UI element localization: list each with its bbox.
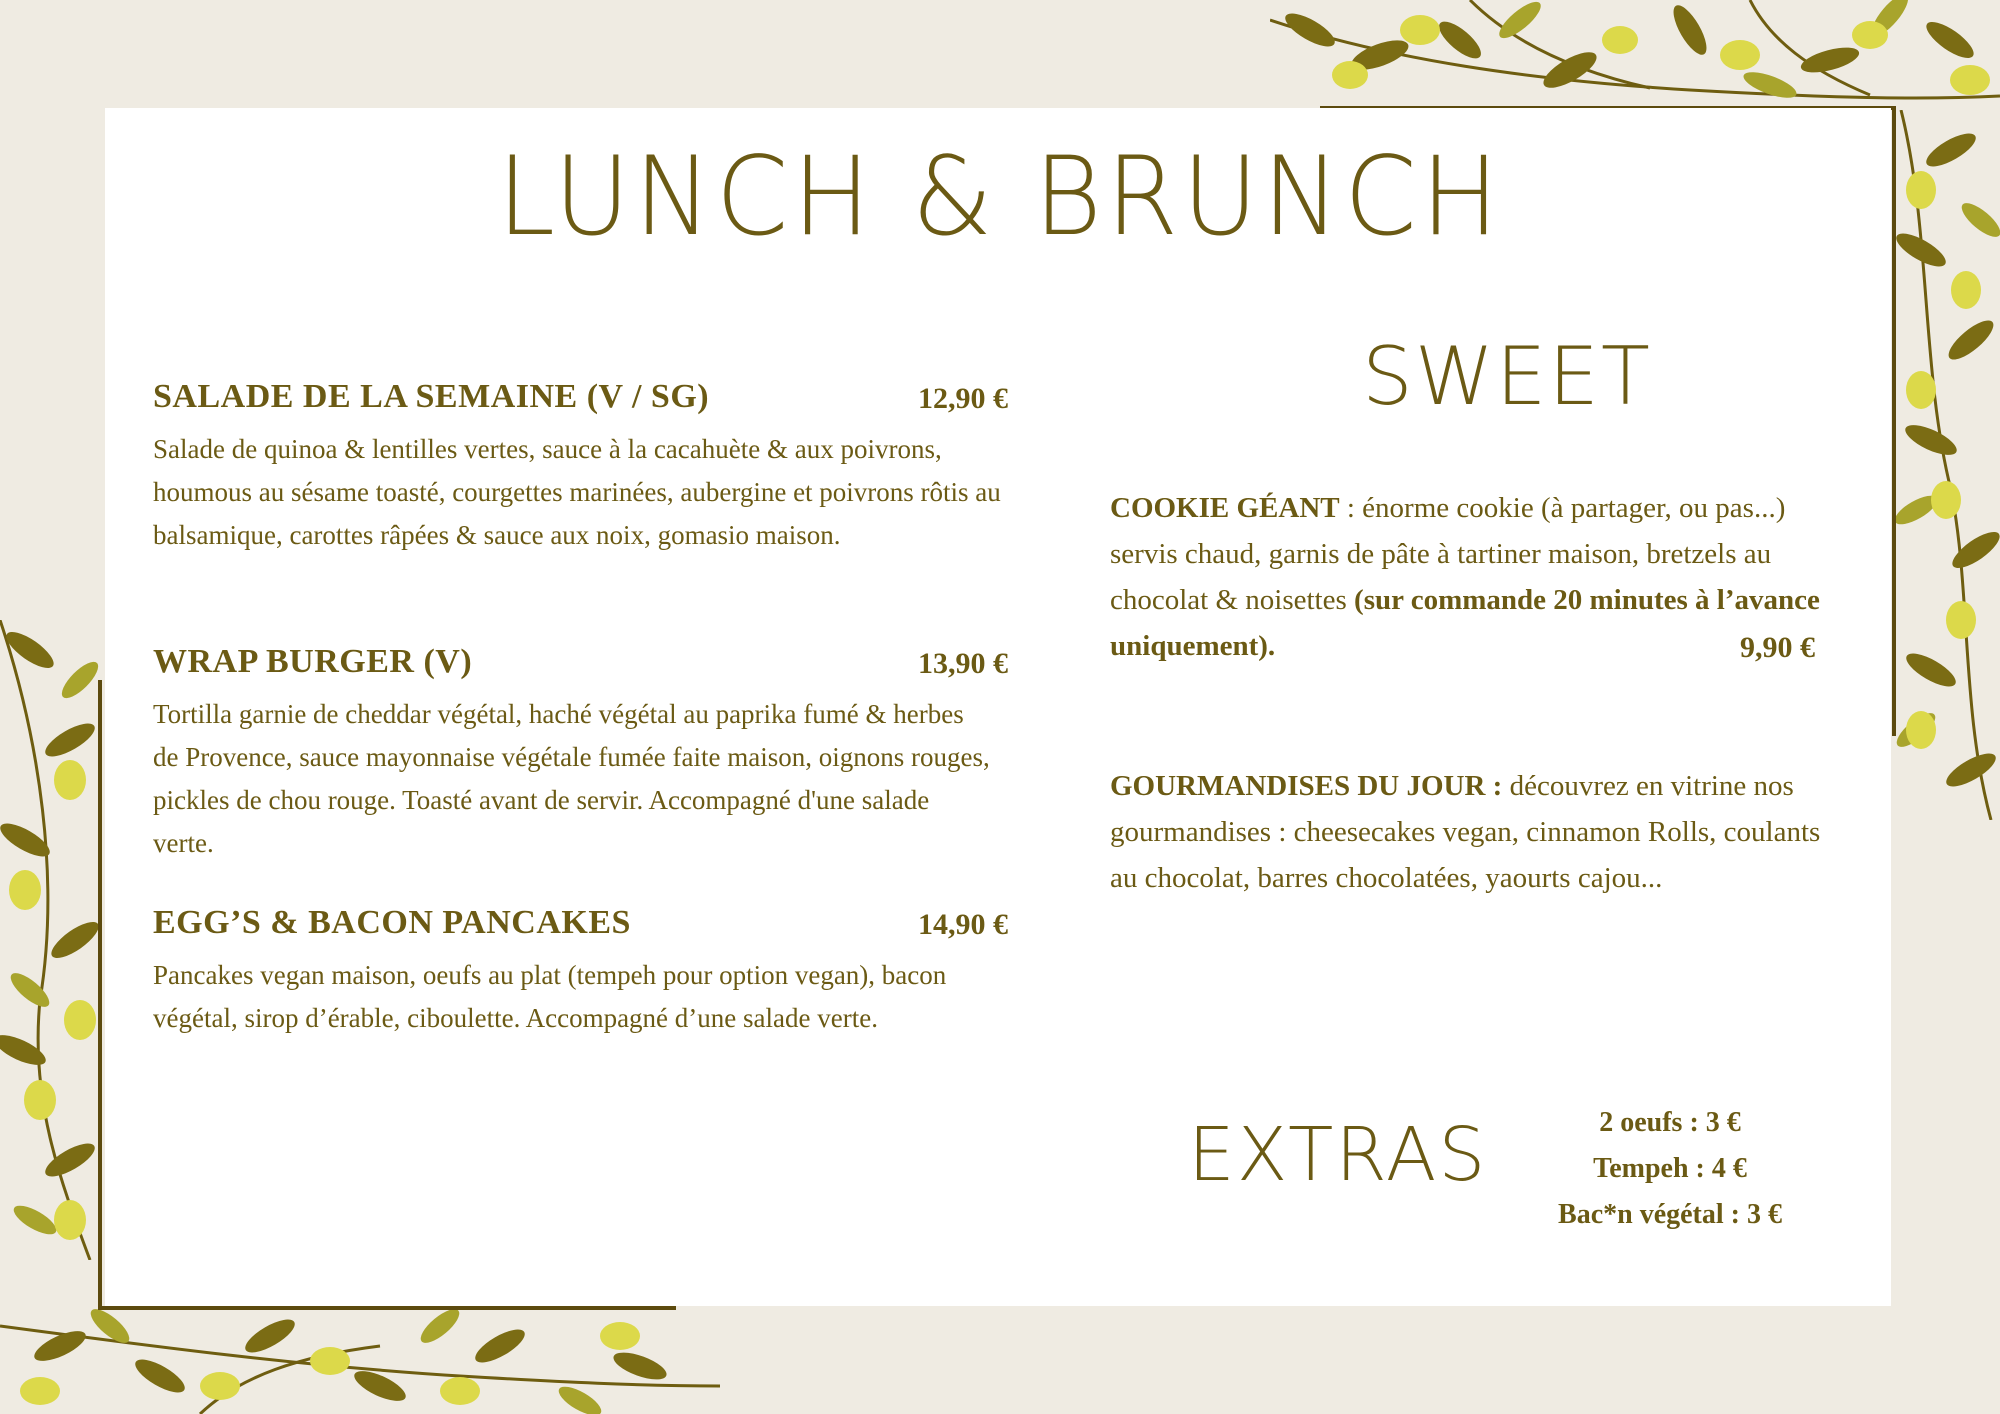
- sweet-heading: SWEET: [1362, 330, 1652, 423]
- olive-branch-bottom-left: [0, 1306, 720, 1414]
- extra-item-oeufs: 2 oeufs : 3 €: [1599, 1107, 1741, 1138]
- olive-branch-top-right: [1270, 0, 2000, 110]
- item-name: EGG’S & BACON PANCAKES: [153, 904, 631, 941]
- extra-item-tempeh: Tempeh : 4 €: [1593, 1153, 1747, 1184]
- item-price: 13,90 €: [918, 647, 1008, 680]
- cookie-price: 9,90 €: [1740, 631, 1815, 664]
- cookie-description: : énorme cookie (à partager, ou pas...) servis chaud, garnis de pâte à tartiner maison, bretzels au chocolat & noisettes: [1110, 492, 1786, 616]
- frame-line-bottom-left: [98, 1306, 676, 1310]
- gourmandises-description: découvrez en vitrine nos gourmandises : cheesecakes vegan, cinnamon Rolls, coulants au chocolat, barres chocolatées, yaourts cajou...: [1110, 770, 1821, 894]
- item-description: Tortilla garnie de cheddar végétal, haché végétal au paprika fumé & herbes de Provence, sauce mayonnaise végétale fumée faite maison, oignons rouges, pickles de chou rouge. Toasté avant de servir. Accompagné d'une salade verte.: [153, 699, 990, 858]
- item-price: 12,90 €: [918, 382, 1008, 415]
- menu-title: LUNCH & BRUNCH: [497, 131, 1503, 261]
- olive-branch-left: [0, 620, 105, 1260]
- cookie-name: COOKIE GÉANT: [1110, 492, 1340, 524]
- item-description: Salade de quinoa & lentilles vertes, sauce à la cacahuète & aux poivrons, houmous au sésame toasté, courgettes marinées, aubergine et poivrons rôtis au balsamique, carottes râpées & sauce aux noix, gomasio maison.: [153, 434, 1001, 550]
- frame-line-left: [98, 680, 102, 1310]
- item-name: SALADE DE LA SEMAINE (V / SG): [153, 378, 710, 415]
- gourmandises-item: [1110, 763, 1850, 901]
- menu-item-wrap-burger: [153, 643, 1008, 863]
- cookie-geant-item: [1110, 485, 1830, 669]
- item-name: WRAP BURGER (V): [153, 643, 473, 680]
- gourmandises-name: GOURMANDISES DU JOUR :: [1110, 770, 1503, 802]
- item-description: Pancakes vegan maison, oeufs au plat (tempeh pour option vegan), bacon végétal, sirop d’érable, ciboulette. Accompagné d’une salade verte.: [153, 960, 947, 1033]
- cookie-note: (sur commande 20 minutes à l’avance uniquement).: [1110, 584, 1820, 662]
- menu-item-pancakes: [153, 904, 1008, 1084]
- extras-list: [1520, 1100, 1820, 1238]
- item-price: 14,90 €: [918, 908, 1008, 941]
- extra-item-bacon: Bac*n végétal : 3 €: [1558, 1199, 1782, 1230]
- extras-heading: EXTRAS: [1188, 1112, 1488, 1198]
- menu-item-salade: [153, 378, 1008, 598]
